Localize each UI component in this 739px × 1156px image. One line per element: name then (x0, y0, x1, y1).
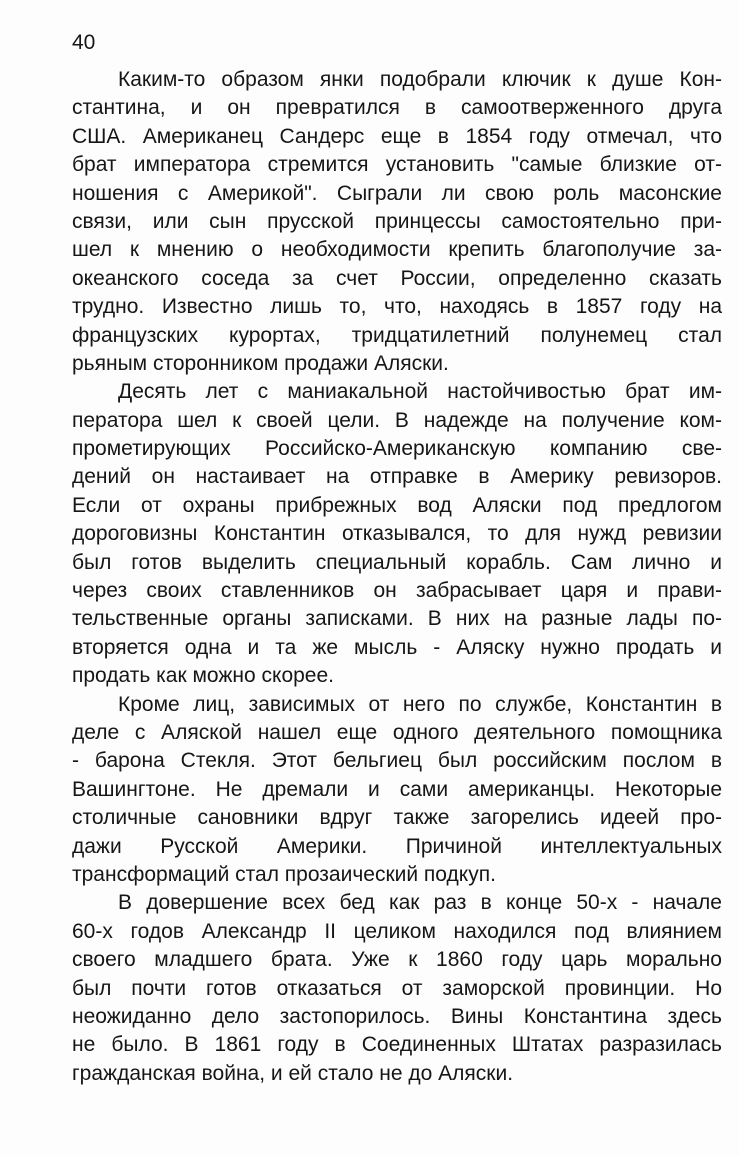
text-line: неожиданно дело застопорилось. Вины Константина здесь (72, 1004, 722, 1028)
body-text (72, 66, 722, 1088)
text-line: французских курортах, тридцатилетний полунемец стал (72, 323, 722, 347)
text-line: трансформаций стал прозаический подкуп. (72, 862, 496, 886)
text-line: дений он настаивает на отправке в Америку ревизоров. (72, 465, 722, 489)
text-line: гражданская война, и ей стало не до Аляски. (72, 1061, 514, 1085)
text-line: США. Американец Сандерс еще в 1854 году отмечал, что (72, 124, 722, 148)
paragraph-4 (72, 889, 722, 1088)
paragraph-3 (72, 691, 722, 890)
text-line: не было. В 1861 году в Соединенных Штатах разразилась (72, 1033, 722, 1057)
page-number: 40 (72, 31, 96, 54)
text-line: связи, или сын прусской принцессы самостоятельно при- (72, 209, 722, 233)
text-line: Если от охраны прибрежных вод Аляски под предлогом (72, 493, 722, 517)
text-line: стантина, и он превратился в самоотверженного друга (72, 96, 722, 120)
paragraph-1 (72, 66, 722, 378)
text-line: 60-х годов Александр II целиком находился под влиянием (72, 919, 722, 943)
text-line: - барона Стекля. Этот бельгиец был российским послом в (72, 749, 722, 773)
text-line: продать как можно скорее. (72, 664, 334, 688)
text-line: через своих ставленников он забрасывает царя и прави- (72, 579, 722, 603)
text-line: трудно. Известно лишь то, что, находясь в 1857 году на (72, 295, 722, 319)
text-line: прометирующих Российско-Американскую компанию све- (72, 437, 722, 461)
text-line: деле с Аляской нашел еще одного деятельного помощника (72, 720, 722, 744)
text-line: брат императора стремится установить "самые близкие от- (72, 153, 722, 177)
text-line: дажи Русской Америки. Причиной интеллектуальных (72, 834, 722, 858)
text-line: столичные сановники вдруг также загорелись идеей про- (72, 806, 722, 830)
text-line: Кроме лиц, зависимых от него по службе, Константин в (118, 692, 722, 716)
text-line: ношения с Америкой". Сыграли ли свою роль масонские (72, 181, 722, 205)
text-line: был почти готов отказаться от заморской провинции. Но (72, 976, 722, 1000)
text-line: В довершение всех бед как раз в конце 50-х - начале (118, 891, 722, 915)
text-line: был готов выделить специальный корабль. Сам лично и (72, 550, 722, 574)
text-line: дороговизны Константин отказывался, то для нужд ревизии (72, 522, 722, 546)
text-line: рьяным сторонником продажи Аляски. (72, 351, 449, 375)
text-line: ператора шел к своей цели. В надежде на получение ком- (72, 408, 722, 432)
text-line: шел к мнению о необходимости крепить благополучие за- (72, 238, 722, 262)
paragraph-2 (72, 378, 722, 690)
text-line: вторяется одна и та же мысль - Аляску нужно продать и (72, 635, 722, 659)
text-line: Вашингтоне. Не дремали и сами американцы. Некоторые (72, 777, 722, 801)
text-line: океанского соседа за счет России, определенно сказать (72, 266, 722, 290)
text-line: своего младшего брата. Уже к 1860 году царь морально (72, 948, 722, 972)
text-line: Каким-то образом янки подобрали ключик к душе Кон- (118, 68, 722, 91)
text-line: Десять лет с маниакальной настойчивостью брат им- (118, 380, 722, 404)
text-line: тельственные органы записками. В них на разные лады по- (72, 607, 722, 631)
